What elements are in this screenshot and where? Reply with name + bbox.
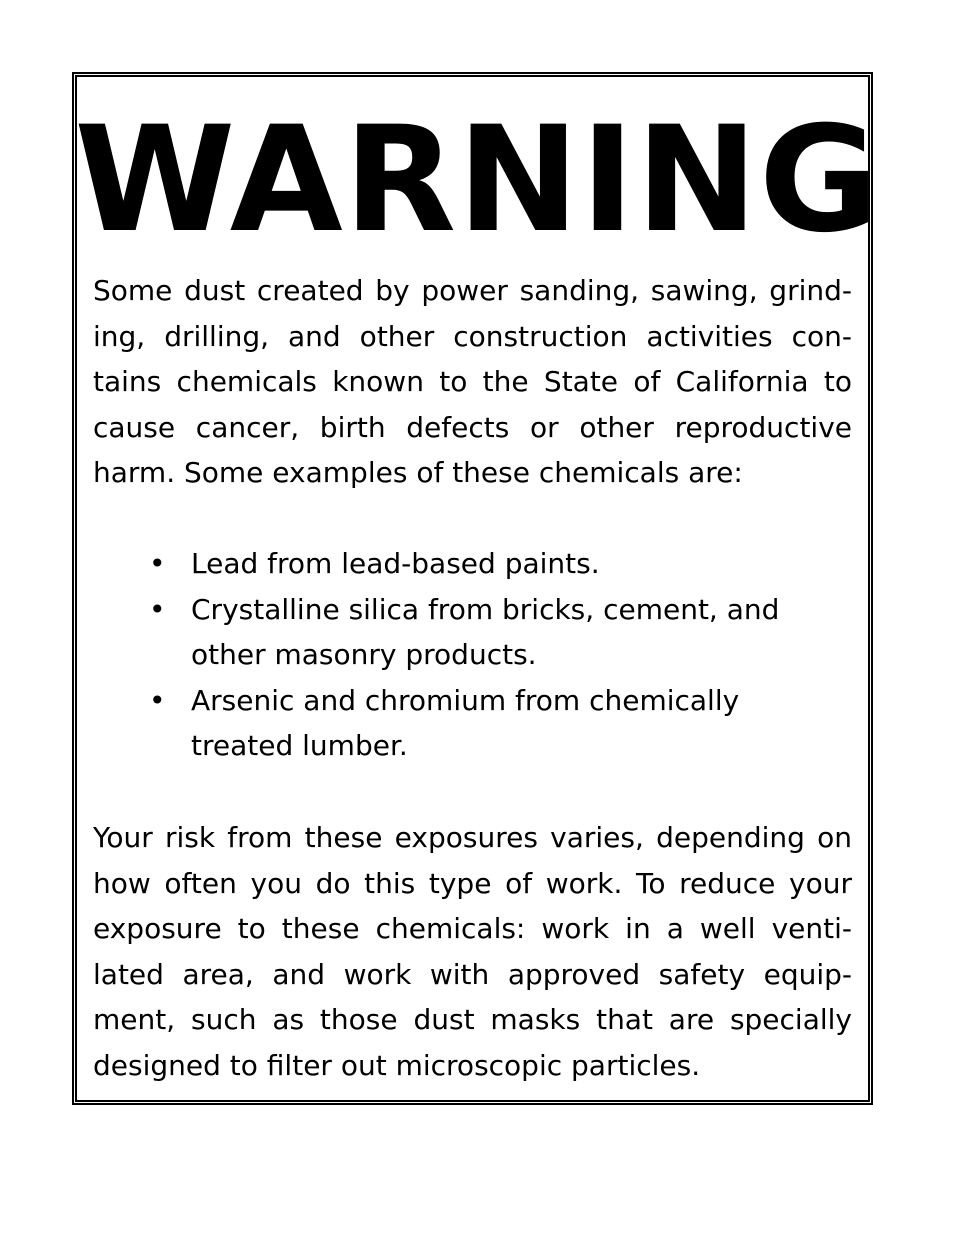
list-item-text: other masonry products. bbox=[191, 638, 537, 672]
intro-line: Some dust created by power sanding, sawing, grind- bbox=[93, 274, 852, 307]
bullet-marker: • bbox=[149, 592, 166, 626]
intro-line: harm. Some examples of these chemicals are: bbox=[93, 456, 743, 490]
intro-line: ing, drilling, and other construction activities con- bbox=[93, 319, 852, 353]
closing-line: lated area, and work with approved safety equip- bbox=[93, 957, 852, 991]
list-item-text: treated lumber. bbox=[191, 729, 408, 763]
closing-paragraph bbox=[93, 815, 852, 1089]
warning-heading: WARNING bbox=[74, 95, 880, 265]
closing-line: how often you do this type of work. To reduce your bbox=[93, 866, 852, 900]
list-item-text: Lead from lead-based paints. bbox=[191, 547, 600, 580]
bullet-marker: • bbox=[149, 547, 166, 580]
list-item bbox=[93, 587, 852, 678]
list-item bbox=[93, 541, 852, 587]
closing-line: exposure to these chemicals: work in a well venti- bbox=[93, 912, 852, 946]
intro-line: cause cancer, birth defects or other reproductive bbox=[93, 410, 852, 444]
closing-line: designed to filter out microscopic particles. bbox=[93, 1048, 701, 1082]
list-item-text: Arsenic and chromium from chemically bbox=[191, 683, 740, 717]
intro-paragraph bbox=[93, 268, 852, 496]
list-item-text: Crystalline silica from bricks, cement, and bbox=[191, 592, 780, 626]
chemical-examples-list bbox=[93, 541, 852, 769]
closing-line: Your risk from these exposures varies, depending on bbox=[93, 821, 852, 854]
bullet-marker: • bbox=[149, 683, 166, 717]
list-item bbox=[93, 678, 852, 769]
closing-line: ment, such as those dust masks that are specially bbox=[93, 1003, 852, 1037]
intro-line: tains chemicals known to the State of California to bbox=[93, 365, 852, 399]
